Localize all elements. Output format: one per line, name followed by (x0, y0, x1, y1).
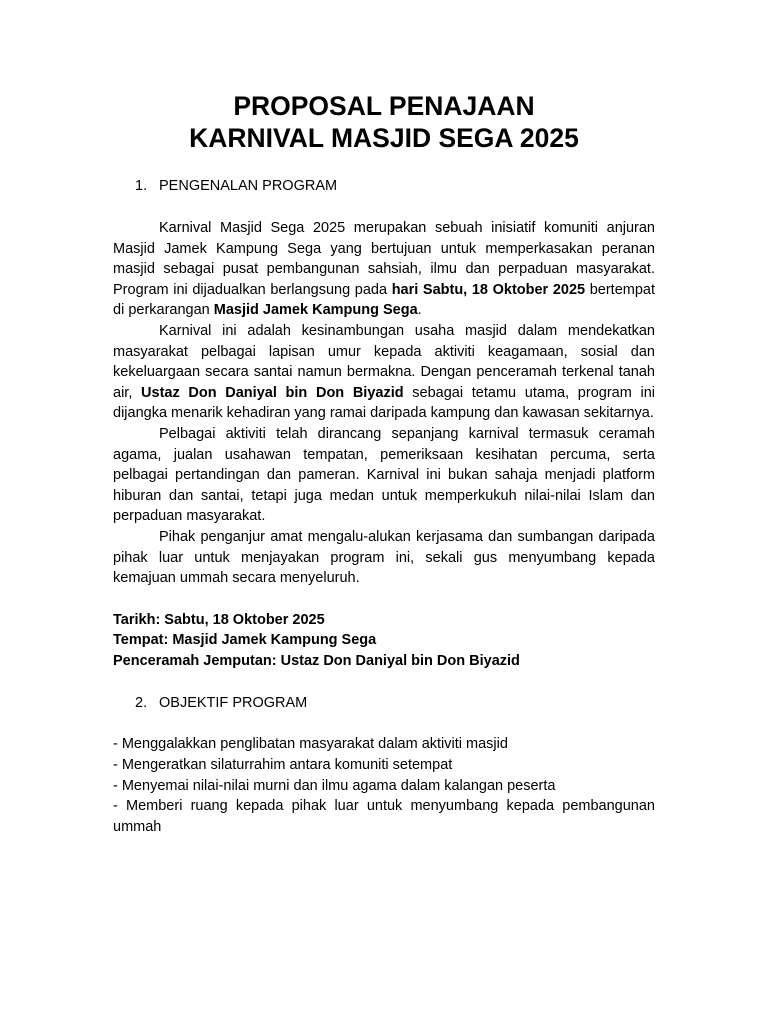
section-1-heading (113, 176, 655, 196)
event-place: Tempat: Masjid Jamek Kampung Sega (113, 632, 377, 649)
list-item: - Mengeratkan silaturrahim antara komuniti setempat (113, 757, 453, 774)
section-1-number: 1. (135, 178, 148, 194)
event-info-block (113, 610, 655, 672)
section-2-heading (113, 693, 655, 713)
p1-bold-venue: Masjid Jamek Kampung Sega (213, 302, 418, 319)
intro-paragraph-2 (113, 321, 655, 424)
p1-bold-date: hari Sabtu, 18 Oktober 2025 (391, 281, 586, 298)
section-2-number: 2. (135, 695, 148, 712)
intro-paragraph-4: Pihak penganjur amat mengalu-alukan kerjasama dan sumbangan daripada pihak luar untuk menjayakan program ini, sekali gus menyumbang kepada kemajuan ummah secara menyeluruh. (113, 528, 655, 587)
title-line-2: KARNIVAL MASJID SEGA 2025 (189, 123, 579, 153)
section-2-title: OBJEKTIF PROGRAM (159, 695, 308, 712)
p2-text-2: sebagai tetamu utama, program ini dijangka menarik kehadiran yang ramai daripada kampung dan kawasan sekitarnya. (113, 384, 655, 422)
document-title (113, 90, 655, 154)
p1-text-2: bertempat di perkarangan (113, 281, 655, 319)
p2-text-1: Karnival ini adalah kesinambungan usaha masjid dalam mendekatkan masyarakat pelbagai lapisan umur kepada aktiviti keagamaan, sosial dan kekeluargaan secara santai namun bermakna. Dengan penceramah terkenal tanah air, (113, 322, 655, 401)
event-date: Tarikh: Sabtu, 18 Oktober 2025 (113, 611, 325, 628)
section-1-title: PENGENALAN PROGRAM (159, 178, 338, 194)
list-item: - Menyemai nilai-nilai murni dan ilmu agama dalam kalangan peserta (113, 777, 556, 794)
p1-text-3: . (417, 302, 422, 319)
objectives-list (113, 734, 655, 837)
title-line-1: PROPOSAL PENAJAAN (233, 91, 535, 121)
p2-bold-speaker: Ustaz Don Daniyal bin Don Biyazid (141, 384, 404, 401)
p1-text-1: Karnival Masjid Sega 2025 merupakan sebuah inisiatif komuniti anjuran Masjid Jamek Kampung Sega yang bertujuan untuk memperkasakan peranan masjid sebagai pusat pembangunan sahsiah, ilmu dan perpaduan masyarakat. Program ini dijadualkan berlangsung pada (113, 220, 655, 298)
intro-paragraph-3: Pelbagai aktiviti telah dirancang sepanjang karnival termasuk ceramah agama, jualan usahawan tempatan, pemeriksaan kesihatan percuma, serta pelbagai pertandingan dan pameran. Karnival ini bukan sahaja menjadi platform hiburan dan santai, tetapi juga medan untuk memperkukuh nilai-nilai Islam dan perpaduan masyarakat. (113, 425, 655, 525)
list-item: - Menggalakkan penglibatan masyarakat dalam aktiviti masjid (113, 736, 508, 753)
event-speaker: Penceramah Jemputan: Ustaz Don Daniyal bin Don Biyazid (113, 652, 520, 669)
list-item: - Memberi ruang kepada pihak luar untuk menyumbang kepada pembangunan ummah (113, 798, 655, 835)
intro-paragraph-1 (113, 218, 655, 321)
